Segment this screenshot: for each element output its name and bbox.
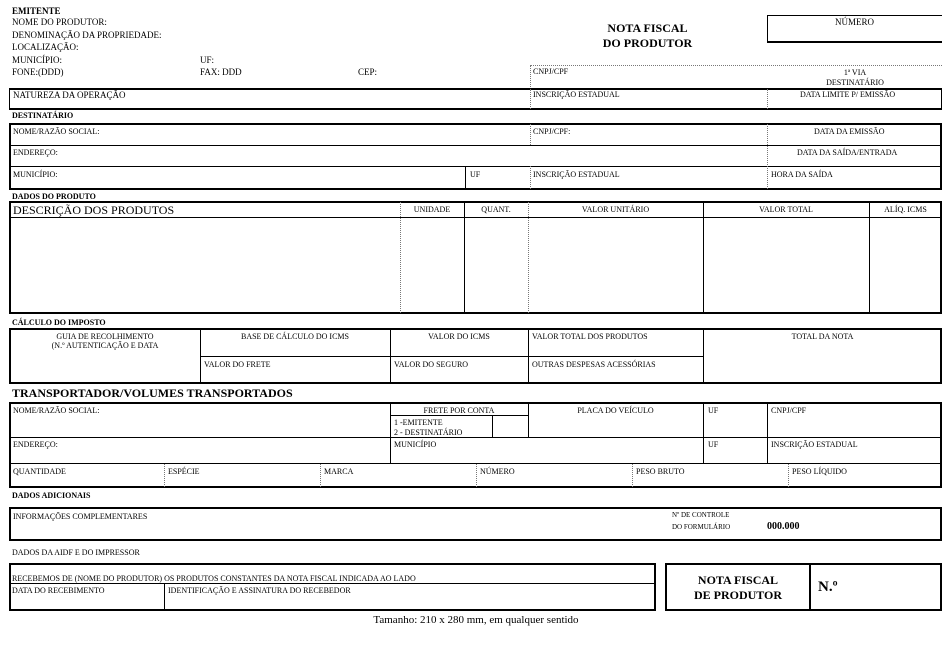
valor-produtos-label: VALOR TOTAL DOS PRODUTOS (532, 332, 648, 341)
controle-formulario-valor: 000.000 (767, 521, 800, 532)
emitente-uf-label: UF: (200, 55, 215, 65)
data-emissao-label: DATA DA EMISSÃO (814, 127, 885, 136)
produto-title: DADOS DO PRODUTO (12, 192, 96, 201)
numero-label: NÚMERO (834, 17, 874, 27)
frete-emitente-label: 1 -EMITENTE (394, 418, 443, 427)
transportador-endereco-label: ENDEREÇO: (13, 440, 58, 449)
marca-label: MARCA (324, 467, 354, 476)
destinatario-nome-label: NOME/RAZÃO SOCIAL: (13, 127, 100, 136)
frete-por-conta-label: FRETE POR CONTA (423, 406, 495, 415)
natureza-operacao-label: NATUREZA DA OPERAÇÃO (13, 90, 126, 100)
col-quant: QUANT. (481, 205, 511, 214)
doc-title-line2: DO PRODUTOR (602, 36, 693, 50)
tamanho-note: Tamanho: 210 x 280 mm, em qualquer sentido (373, 614, 579, 626)
destinatario-endereco-label: ENDEREÇO: (13, 148, 58, 157)
col-aliq-icms: ALÍQ. ICMS (884, 205, 927, 214)
controle-formulario-label-1: Nº DE CONTROLE (672, 511, 730, 519)
quantidade-label: QUANTIDADE (13, 467, 66, 476)
numero-volume-label: NÚMERO (480, 467, 515, 476)
destinatario-title: DESTINATÁRIO (12, 111, 74, 120)
data-limite-label: DATA LIMITE P/ EMISSÃO (800, 90, 896, 99)
canhoto-numero-label: N.º (818, 579, 838, 595)
data-recebimento-label: DATA DO RECEBIMENTO (12, 586, 105, 595)
placa-veiculo-label: PLACA DO VEÍCULO (577, 406, 654, 415)
adicionais-title: DADOS ADICIONAIS (12, 491, 91, 500)
identificacao-assinatura-label: IDENTIFICAÇÃO E ASSINATURA DO RECEBEDOR (168, 586, 351, 595)
transportador-title: TRANSPORTADOR/VOLUMES TRANSPORTADOS (12, 386, 293, 400)
transportador-uf-label: UF (708, 406, 719, 415)
imposto-title: CÁLCULO DO IMPOSTO (12, 318, 106, 327)
base-icms-label: BASE DE CÁLCULO DO ICMS (240, 332, 349, 341)
col-valor-total: VALOR TOTAL (759, 205, 813, 214)
frete-destinatario-label: 2 - DESTINATÁRIO (394, 428, 463, 437)
col-unidade: UNIDADE (413, 205, 451, 214)
transportador-municipio-label: MUNICÍPIO (394, 440, 437, 449)
hora-saida-label: HORA DA SAÍDA (771, 170, 833, 179)
destinatario-uf-label: UF (470, 170, 481, 179)
emitente-title: EMITENTE (12, 6, 61, 16)
canhoto-nf-title-1: NOTA FISCAL (697, 573, 779, 587)
emitente-fax-label: FAX: DDD (200, 67, 242, 77)
canhoto-nf-title-2: DE PRODUTOR (693, 588, 783, 602)
via-label: 1ª VIA (843, 68, 867, 77)
transportador-inscricao-label: INSCRIÇÃO ESTADUAL (771, 440, 858, 449)
aidf-impressor-label: DADOS DA AIDF E DO IMPRESSOR (12, 548, 140, 557)
emitente-nome-label: NOME DO PRODUTOR: (12, 17, 107, 27)
controle-formulario-label-2: DO FORMULÁRIO (672, 523, 731, 531)
valor-seguro-label: VALOR DO SEGURO (394, 360, 469, 369)
transportador-cnpj-label: CNPJ/CPF (771, 406, 807, 415)
peso-liquido-label: PESO LÍQUIDO (792, 467, 847, 476)
via-destinatario-label: DESTINATÁRIO (826, 78, 884, 87)
col-valor-unitario: VALOR UNITÁRIO (581, 205, 650, 214)
emitente-denominacao-label: DENOMINAÇÃO DA PROPRIEDADE: (12, 30, 162, 40)
recebemos-label: RECEBEMOS DE (NOME DO PRODUTOR) OS PRODUTOS CONSTANTES DA NOTA FISCAL INDICADA AO LADO (12, 574, 416, 583)
data-saida-label: DATA DA SAÍDA/ENTRADA (797, 148, 898, 157)
emitente-municipio-label: MUNICÍPIO: (12, 55, 63, 65)
especie-label: ESPÉCIE (168, 467, 200, 476)
col-descricao: DESCRIÇÃO DOS PRODUTOS (13, 203, 175, 217)
transportador-uf2-label: UF (708, 440, 719, 449)
valor-frete-label: VALOR DO FRETE (204, 360, 271, 369)
emitente-inscricao-label: INSCRIÇÃO ESTADUAL (533, 90, 620, 99)
guia-recolhimento-label: GUIA DE RECOLHIMENTO (56, 332, 154, 341)
emitente-cep-label: CEP: (358, 67, 378, 77)
informacoes-complementares-label: INFORMAÇÕES COMPLEMENTARES (13, 512, 148, 521)
emitente-cnpj-label: CNPJ/CPF (533, 67, 569, 76)
peso-bruto-label: PESO BRUTO (636, 467, 685, 476)
emitente-fone-label: FONE:(DDD) (12, 67, 64, 77)
guia-autenticacao-label: (N.º AUTENTICAÇÃO E DATA (51, 341, 159, 350)
doc-title-line1: NOTA FISCAL (607, 21, 688, 35)
total-nota-label: TOTAL DA NOTA (791, 332, 854, 341)
valor-icms-label: VALOR DO ICMS (428, 332, 490, 341)
destinatario-municipio-label: MUNICÍPIO: (13, 170, 58, 179)
destinatario-cnpj-label: CNPJ/CPF: (533, 127, 571, 136)
emitente-localizacao-label: LOCALIZAÇÃO: (12, 42, 79, 52)
outras-despesas-label: OUTRAS DESPESAS ACESSÓRIAS (532, 360, 656, 369)
transportador-nome-label: NOME/RAZÃO SOCIAL: (13, 406, 100, 415)
destinatario-inscricao-label: INSCRIÇÃO ESTADUAL (533, 170, 620, 179)
